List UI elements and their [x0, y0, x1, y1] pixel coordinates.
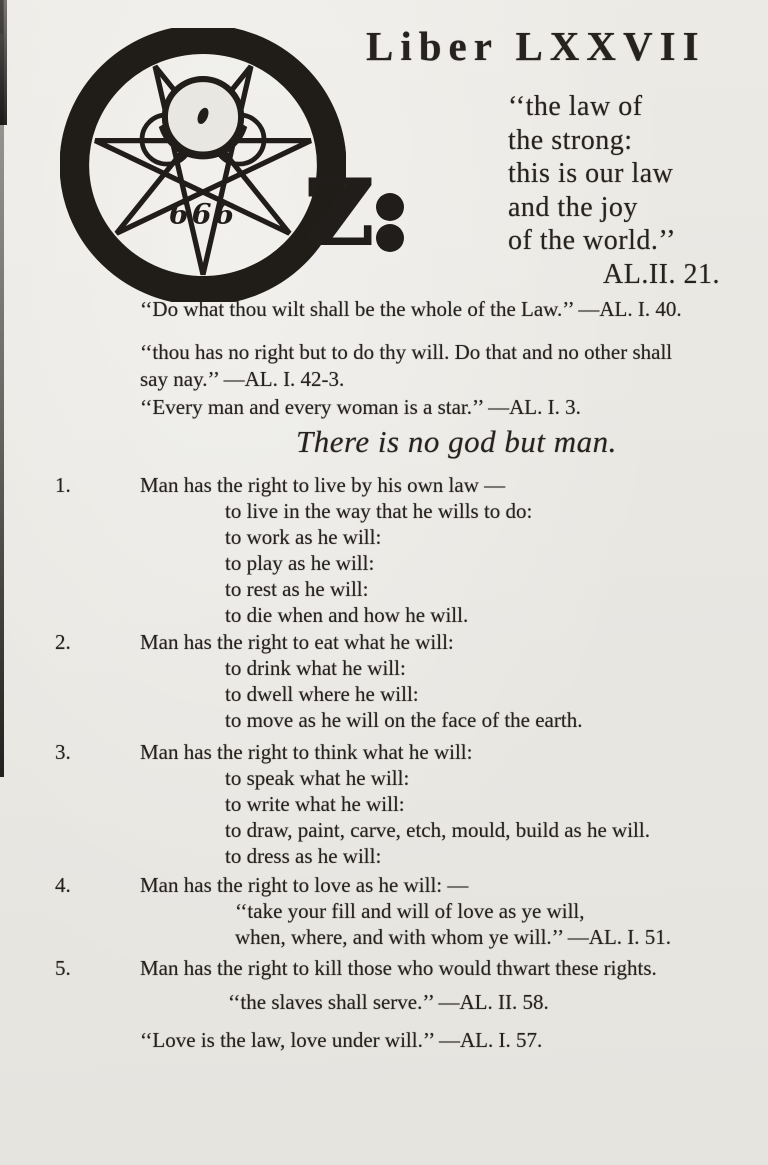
right-item-1 — [0, 472, 768, 628]
item-sub-line: to live in the way that he wills to do: — [225, 499, 533, 523]
right-item-2 — [0, 629, 768, 733]
item-first-line: Man has the right to think what he will: — [140, 740, 473, 764]
epigraph-line: this is our law — [508, 158, 674, 189]
closing-quote-al-2-58: ‘‘the slaves shall serve.’’ —AL. II. 58. — [228, 990, 549, 1014]
item-sub-line: to work as he will: — [225, 525, 382, 549]
oz-colon-dot-bottom — [376, 224, 404, 252]
item-number: 1. — [55, 473, 71, 497]
item-first-line: Man has the right to love as he will: — — [140, 873, 469, 897]
item-first-line: Man has the right to live by his own law — — [140, 473, 506, 497]
item-sub-line: to dwell where he will: — [225, 682, 419, 706]
item-sub-line: to rest as he will: — [225, 577, 369, 601]
epigraph-citation: AL.II. 21. — [603, 258, 720, 290]
oz-letter: z — [302, 150, 376, 275]
right-item-3 — [0, 739, 768, 869]
item-sub-line: to speak what he will: — [225, 766, 410, 790]
epigraph — [508, 90, 720, 291]
item-sub-line: to die when and how he will. — [225, 603, 469, 627]
item-sub-line: to play as he will: — [225, 551, 375, 575]
item-first-line: Man has the right to eat what he will: — [140, 630, 454, 654]
epigraph-line: of the world.’’ — [508, 225, 676, 256]
quote-line: ‘‘thou has no right but to do thy will. Do that and no other shall — [140, 340, 673, 364]
quote-al-1-3 — [140, 394, 581, 421]
item-sub-line: to write what he will: — [225, 792, 405, 816]
oz-colon-dot-top — [376, 193, 404, 221]
right-item-4 — [0, 872, 768, 950]
quote-al-1-42-3 — [140, 339, 672, 393]
quote-line: ‘‘Every man and every woman is a star.’’ —AL. I. 3. — [140, 395, 581, 419]
item-sub-line: ‘‘take your fill and will of love as ye will, — [235, 899, 585, 923]
item-number: 3. — [55, 740, 71, 764]
page-title: Liber LXXVII — [366, 23, 706, 69]
item-number: 2. — [55, 630, 71, 654]
right-item-5 — [0, 955, 768, 981]
item-first-line: Man has the right to kill those who would thwart these rights. — [140, 956, 657, 980]
quote-line: say nay.’’ —AL. I. 42-3. — [140, 367, 345, 391]
epigraph-line: ‘‘the law of — [508, 91, 643, 122]
quote-al-1-40 — [140, 296, 682, 323]
item-sub-line: to draw, paint, carve, etch, mould, build as he will. — [225, 818, 650, 842]
item-number: 5. — [55, 956, 71, 980]
epigraph-line: and the joy — [508, 191, 638, 223]
item-number: 4. — [55, 873, 71, 897]
item-sub-line: when, where, and with whom ye will.’’ —AL. I. 51. — [235, 925, 672, 949]
item-sub-line: to dress as he will: — [225, 844, 382, 868]
item-sub-line: to move as he will on the face of the earth. — [225, 708, 583, 732]
quote-line: ‘‘Do what thou wilt shall be the whole of the Law.’’ —AL. I. 40. — [140, 297, 682, 321]
seal-number: 666 — [168, 196, 238, 231]
item-sub-line: to drink what he will: — [225, 656, 406, 680]
closing-quote-al-1-57: ‘‘Love is the law, love under will.’’ —AL. I. 57. — [140, 1028, 543, 1052]
scan-edge-artifact-top — [0, 0, 3, 34]
oz-glyph — [298, 150, 448, 275]
epigraph-line: the strong: — [508, 124, 633, 156]
motto: There is no god but man. — [296, 424, 617, 459]
